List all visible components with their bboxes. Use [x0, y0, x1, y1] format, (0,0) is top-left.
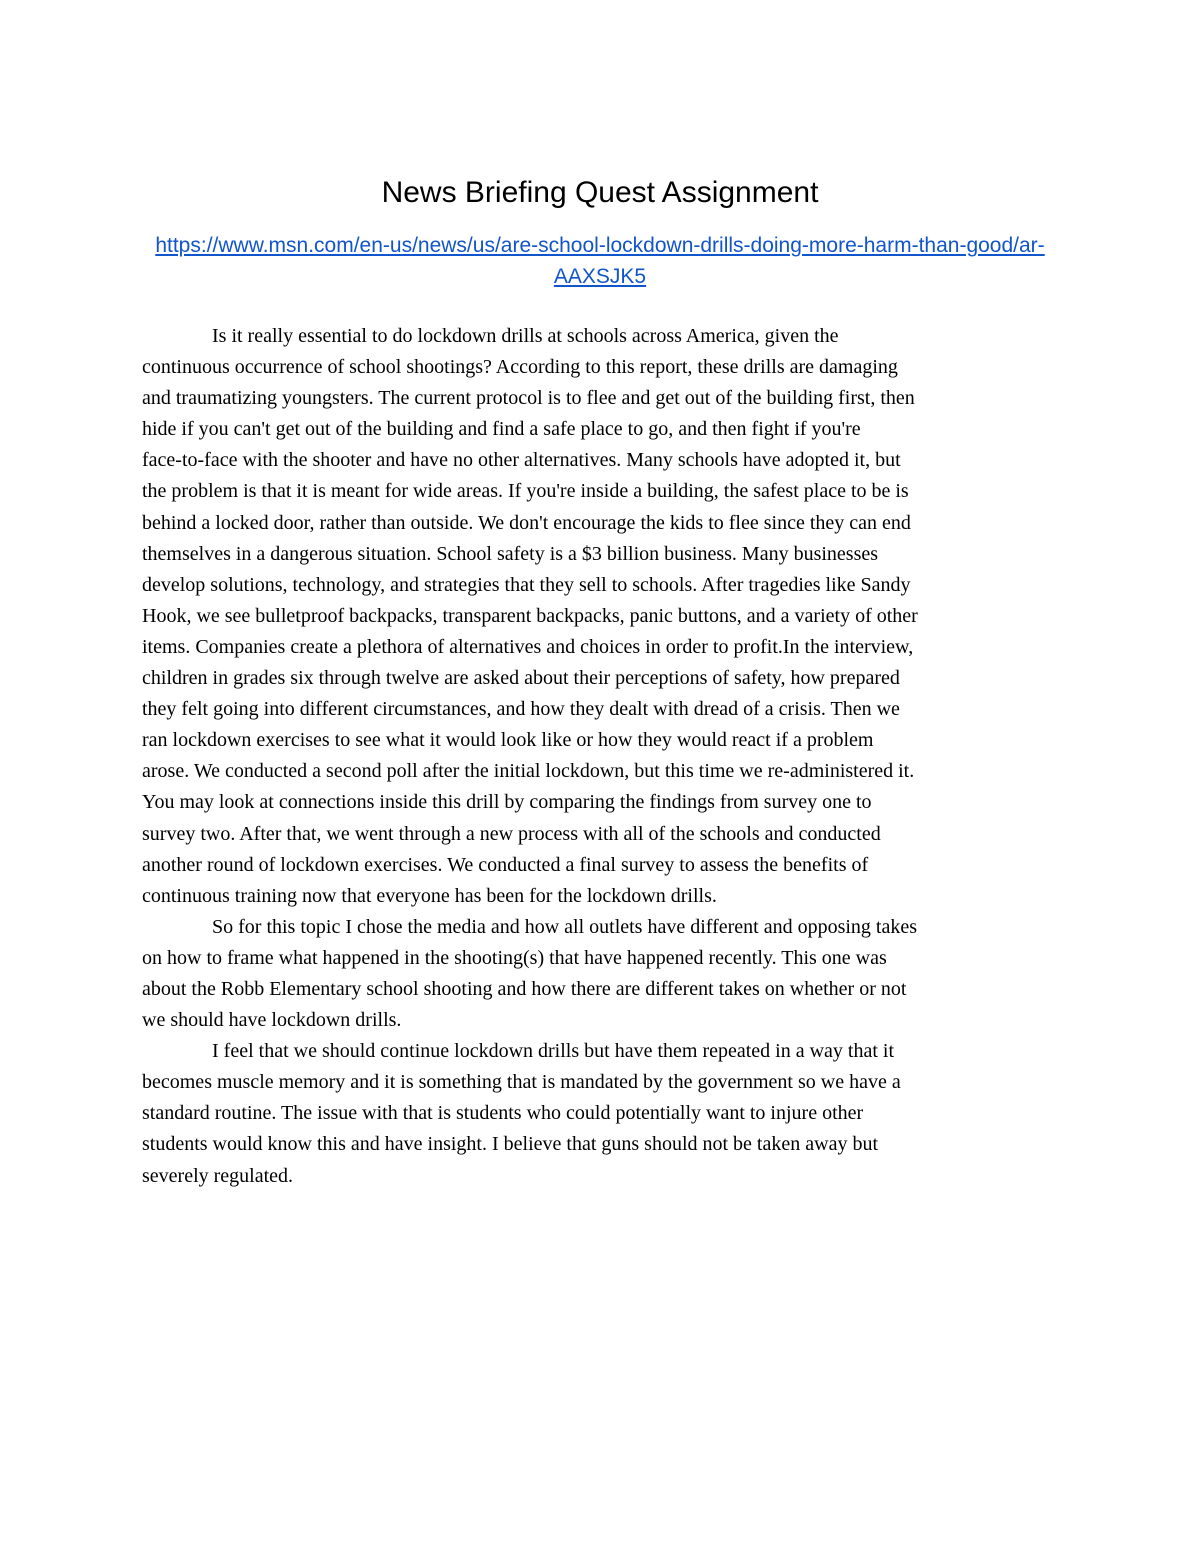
body-line: themselves in a dangerous situation. School safety is a $3 billion business. Many businesses — [142, 542, 879, 565]
body-line: we should have lockdown drills. — [142, 1009, 402, 1032]
body-line: face-to-face with the shooter and have no other alternatives. Many schools have adopted it, but — [142, 449, 901, 472]
body-line: students would know this and have insight. I believe that guns should not be taken away but — [142, 1133, 878, 1156]
body-line: survey two. After that, we went through a new process with all of the schools and conducted — [142, 822, 881, 845]
body-line: ran lockdown exercises to see what it would look like or how they would react if a problem — [142, 729, 874, 752]
document-body — [142, 321, 1062, 1192]
body-line: they felt going into different circumstances, and how they dealt with dread of a crisis. Then we — [142, 698, 900, 721]
body-line: the problem is that it is meant for wide areas. If you're inside a building, the safest place to be is — [142, 480, 909, 503]
body-line: continuous occurrence of school shootings? According to this report, these drills are damaging — [142, 356, 898, 379]
body-line: So for this topic I chose the media and how all outlets have different and opposing takes — [212, 915, 918, 938]
body-line: Hook, we see bulletproof backpacks, transparent backpacks, panic buttons, and a variety of other — [142, 604, 918, 627]
body-line: develop solutions, technology, and strategies that they sell to schools. After tragedies like Sandy — [142, 573, 911, 596]
body-line: continuous training now that everyone has been for the lockdown drills. — [142, 884, 717, 907]
body-line: becomes muscle memory and it is something that is mandated by the government so we have a — [142, 1071, 901, 1094]
body-line: You may look at connections inside this drill by comparing the findings from survey one to — [142, 791, 872, 814]
body-line: another round of lockdown exercises. We conducted a final survey to assess the benefits of — [142, 853, 869, 876]
body-line: on how to frame what happened in the shooting(s) that have happened recently. This one was — [142, 946, 887, 969]
body-line: severely regulated. — [142, 1164, 294, 1187]
body-line: about the Robb Elementary school shooting and how there are different takes on whether or not — [142, 977, 907, 1000]
source-link[interactable] — [142, 230, 1058, 292]
body-line: behind a locked door, rather than outside. We don't encourage the kids to flee since they can end — [142, 511, 911, 534]
body-line: Is it really essential to do lockdown drills at schools across America, given the — [212, 325, 839, 347]
body-line: standard routine. The issue with that is students who could potentially want to injure other — [142, 1102, 864, 1125]
body-line: arose. We conducted a second poll after the initial lockdown, but this time we re-administered it. — [142, 760, 915, 783]
body-line: children in grades six through twelve are asked about their perceptions of safety, how prepared — [142, 667, 900, 690]
body-line: and traumatizing youngsters. The current protocol is to flee and get out of the building first, then — [142, 387, 915, 410]
body-line: items. Companies create a plethora of alternatives and choices in order to profit.In the interview, — [142, 635, 914, 658]
body-line: hide if you can't get out of the building and find a safe place to go, and then fight if you're — [142, 418, 861, 441]
body-line: I feel that we should continue lockdown drills but have them repeated in a way that it — [212, 1040, 895, 1063]
source-link-line-1[interactable]: https://www.msn.com/en-us/news/us/are-school-lockdown-drills-doing-more-harm-than-good/ar- — [155, 234, 1045, 257]
document-title: News Briefing Quest Assignment — [381, 176, 819, 209]
source-link-line-2[interactable]: AAXSJK5 — [553, 265, 647, 288]
